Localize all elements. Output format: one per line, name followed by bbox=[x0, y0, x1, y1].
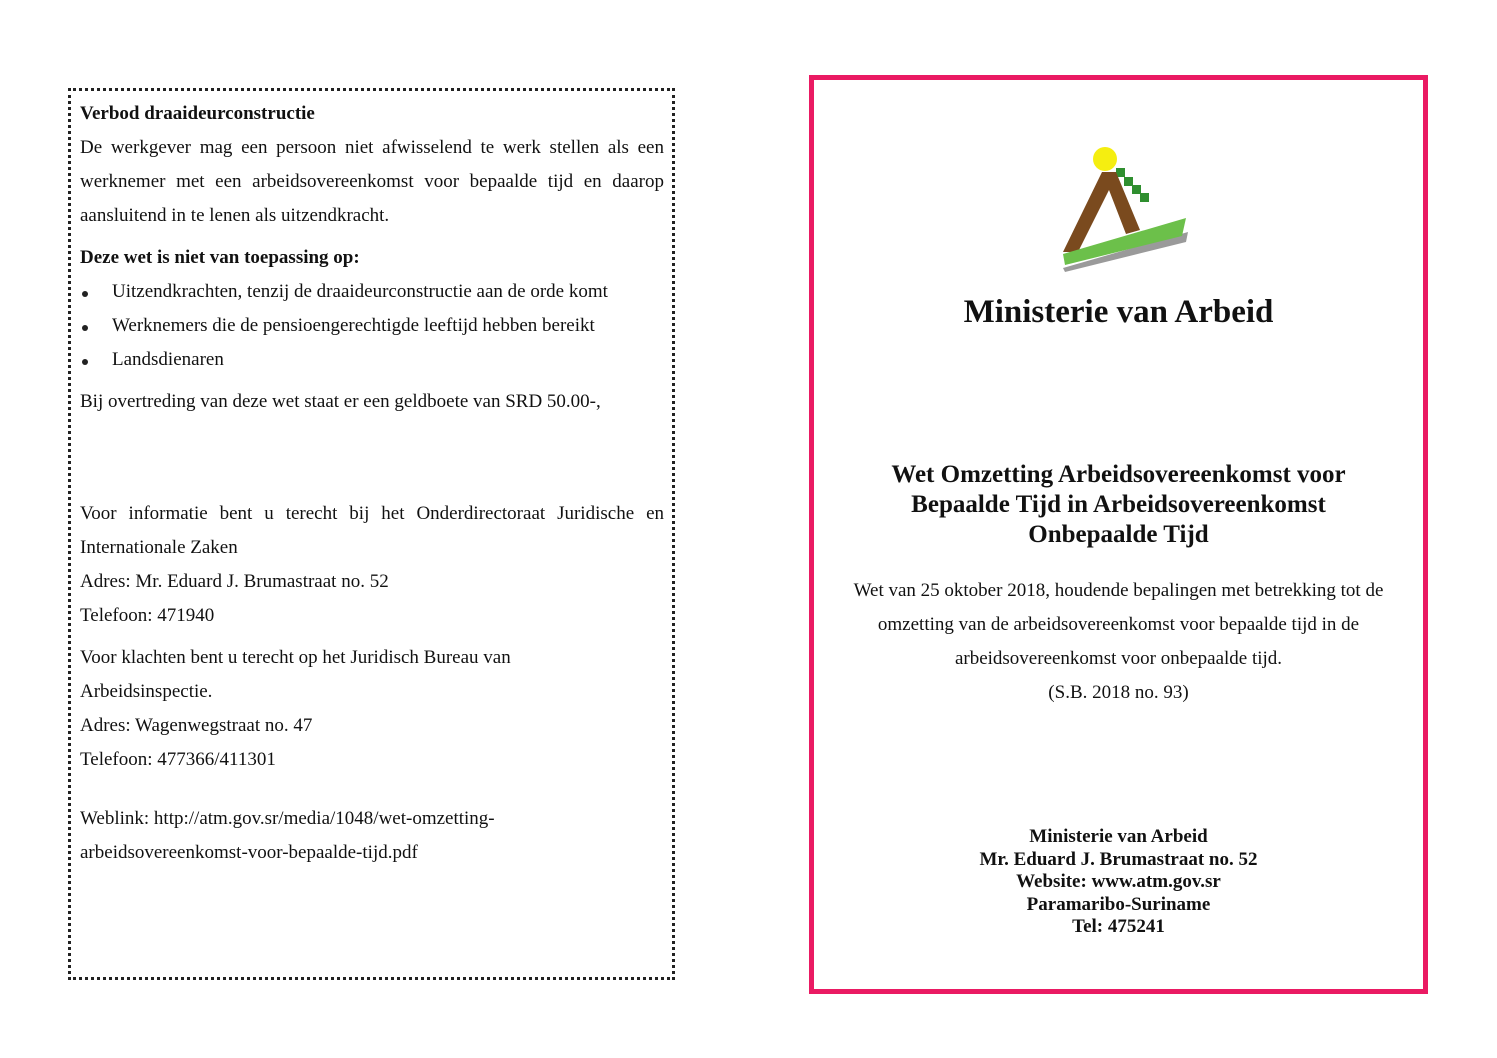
fine-text: Bij overtreding van deze wet staat er een geldboete van SRD 50.00-, bbox=[80, 391, 601, 412]
paragraph-revolving-door: De werkgever mag een persoon niet afwisselend te werk stellen als een werknemer met een arbeidsovereenkomst voor bepaalde tijd en daarop aansluitend in te lenen als uitzendkracht. bbox=[80, 137, 664, 226]
law-title-line: Onbepaalde Tijd bbox=[1028, 521, 1209, 548]
footer-line: Mr. Eduard J. Brumastraat no. 52 bbox=[979, 848, 1258, 870]
exemption-list bbox=[80, 275, 664, 377]
left-panel bbox=[68, 88, 675, 980]
law-reference: (S.B. 2018 no. 93) bbox=[1048, 682, 1189, 703]
law-title-line: Wet Omzetting Arbeidsovereenkomst voor bbox=[891, 461, 1346, 488]
complaints-address: Adres: Wagenwegstraat no. 47 bbox=[80, 715, 313, 736]
info-phone: Telefoon: 471940 bbox=[80, 605, 215, 626]
law-description bbox=[818, 574, 1419, 710]
law-title bbox=[834, 460, 1403, 550]
weblink-line-1[interactable]: Weblink: http://atm.gov.sr/media/1048/wet-omzetting- bbox=[80, 808, 495, 829]
law-title-line: Bepaalde Tijd in Arbeidsovereenkomst bbox=[911, 491, 1326, 518]
list-item: Landsdienaren bbox=[80, 343, 664, 377]
list-item: Uitzendkrachten, tenzij de draaideurconstructie aan de orde komt bbox=[80, 275, 664, 309]
footer-line: Paramaribo-Suriname bbox=[1026, 893, 1211, 915]
heading-revolving-door: Verbod draaideurconstructie bbox=[80, 103, 315, 124]
list-item: Werknemers die de pensioengerechtigde leeftijd hebben bereikt bbox=[80, 309, 664, 343]
heading-not-applicable: Deze wet is niet van toepassing op: bbox=[80, 247, 360, 268]
weblink-line-2[interactable]: arbeidsovereenkomst-voor-bepaalde-tijd.pdf bbox=[80, 842, 418, 863]
ministry-title: Ministerie van Arbeid bbox=[963, 294, 1274, 330]
law-description-line: Wet van 25 oktober 2018, houdende bepalingen met betrekking tot de bbox=[853, 580, 1384, 601]
footer-line: Website: www.atm.gov.sr bbox=[1016, 871, 1221, 892]
info-address: Adres: Mr. Eduard J. Brumastraat no. 52 bbox=[80, 571, 389, 592]
footer-line: Tel: 475241 bbox=[1072, 916, 1165, 937]
contact-footer bbox=[814, 826, 1423, 939]
complaints-phone: Telefoon: 477366/411301 bbox=[80, 749, 276, 770]
info-intro: Voor informatie bent u terecht bij het Onderdirectoraat Juridische en Internationale Zaken bbox=[80, 503, 664, 558]
ministry-logo-icon bbox=[1060, 146, 1190, 272]
law-description-line: omzetting van de arbeidsovereenkomst voor bepaalde tijd in de bbox=[877, 614, 1360, 635]
cover-panel bbox=[809, 75, 1428, 994]
law-description-line: arbeidsovereenkomst voor onbepaalde tijd. bbox=[954, 648, 1283, 669]
footer-line: Ministerie van Arbeid bbox=[1029, 826, 1208, 847]
complaints-intro: Voor klachten bent u terecht op het Juridisch Bureau van Arbeidsinspectie. bbox=[80, 647, 511, 702]
